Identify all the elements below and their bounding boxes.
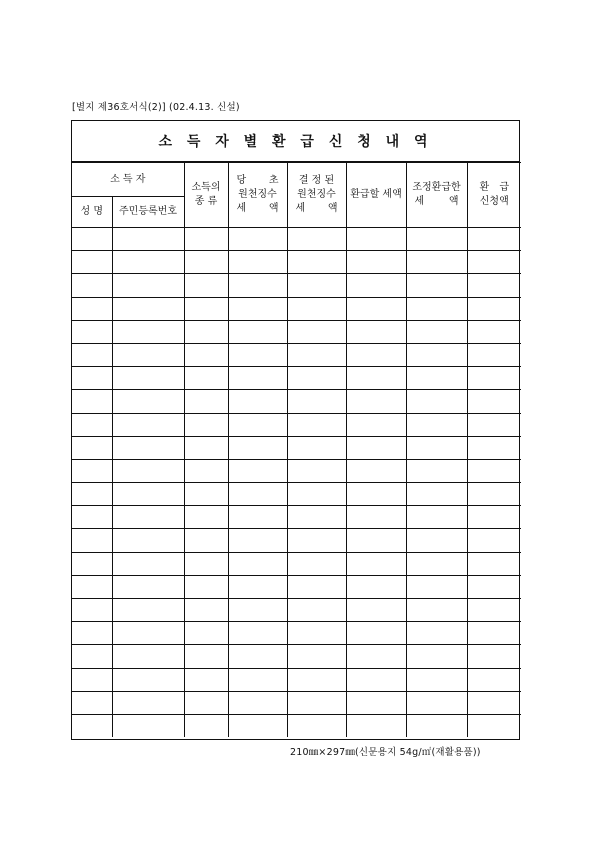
- entry-cell[interactable]: [112, 459, 184, 482]
- entry-cell[interactable]: [467, 483, 521, 506]
- entry-cell[interactable]: [112, 228, 184, 251]
- entry-cell[interactable]: [467, 297, 521, 320]
- entry-cell[interactable]: [72, 645, 112, 668]
- entry-cell[interactable]: [228, 575, 287, 598]
- entry-cell[interactable]: [287, 599, 346, 622]
- entry-cell[interactable]: [406, 622, 467, 645]
- entry-cell[interactable]: [184, 343, 228, 366]
- entry-cell[interactable]: [184, 691, 228, 714]
- entry-cell[interactable]: [112, 552, 184, 575]
- entry-cell[interactable]: [406, 714, 467, 737]
- entry-cell[interactable]: [406, 668, 467, 691]
- entry-cell[interactable]: [287, 506, 346, 529]
- entry-cell[interactable]: [346, 413, 406, 436]
- entry-cell[interactable]: [467, 691, 521, 714]
- entry-cell[interactable]: [346, 297, 406, 320]
- entry-cell[interactable]: [72, 552, 112, 575]
- entry-cell[interactable]: [72, 483, 112, 506]
- entry-cell[interactable]: [467, 251, 521, 274]
- entry-cell[interactable]: [287, 297, 346, 320]
- entry-cell[interactable]: [406, 575, 467, 598]
- entry-cell[interactable]: [287, 343, 346, 366]
- entry-cell[interactable]: [406, 599, 467, 622]
- entry-cell[interactable]: [287, 483, 346, 506]
- income-earner-header: 소 득 자: [72, 163, 184, 197]
- entry-cell[interactable]: [346, 552, 406, 575]
- table-row: [72, 691, 521, 714]
- entry-cell[interactable]: [112, 691, 184, 714]
- entry-cell[interactable]: [346, 251, 406, 274]
- entry-cell[interactable]: [346, 645, 406, 668]
- entry-cell[interactable]: [228, 622, 287, 645]
- table-row: [72, 529, 521, 552]
- entry-cell[interactable]: [467, 645, 521, 668]
- entry-cell[interactable]: [346, 529, 406, 552]
- table-row: [72, 367, 521, 390]
- entry-cell[interactable]: [112, 297, 184, 320]
- table-row: [72, 622, 521, 645]
- entry-cell[interactable]: [184, 622, 228, 645]
- entry-cell[interactable]: [346, 691, 406, 714]
- entry-cell[interactable]: [228, 483, 287, 506]
- entry-cell[interactable]: [72, 714, 112, 737]
- entry-cell[interactable]: [287, 622, 346, 645]
- table-row: [72, 714, 521, 737]
- entry-cell[interactable]: [112, 274, 184, 297]
- entry-cell[interactable]: [346, 390, 406, 413]
- entry-cell[interactable]: [184, 320, 228, 343]
- entry-cell[interactable]: [228, 691, 287, 714]
- entry-cell[interactable]: [228, 274, 287, 297]
- entry-cell[interactable]: [228, 436, 287, 459]
- entry-cell[interactable]: [467, 599, 521, 622]
- entry-cell[interactable]: [184, 367, 228, 390]
- entry-cell[interactable]: [467, 367, 521, 390]
- entry-cell[interactable]: [467, 459, 521, 482]
- income-type-header: 소득의 종 류: [184, 163, 228, 228]
- form-number-label: [별지 제36호서식(2)] (02.4.13. 신설): [72, 102, 240, 113]
- entry-cell[interactable]: [287, 367, 346, 390]
- entry-cell[interactable]: [406, 691, 467, 714]
- entry-cell[interactable]: [467, 390, 521, 413]
- table-row: [72, 575, 521, 598]
- entry-cell[interactable]: [406, 297, 467, 320]
- table-row: [72, 390, 521, 413]
- entry-cell[interactable]: [72, 390, 112, 413]
- entry-cell[interactable]: [184, 714, 228, 737]
- entry-cell[interactable]: [184, 575, 228, 598]
- entry-cell[interactable]: [406, 459, 467, 482]
- entry-cell[interactable]: [287, 529, 346, 552]
- entry-cell[interactable]: [406, 251, 467, 274]
- entry-cell[interactable]: [112, 367, 184, 390]
- initial-withholding-header: 당 초 원천징수 세 액: [228, 163, 287, 228]
- entry-cell[interactable]: [467, 274, 521, 297]
- form-title: 소 득 자 별 환 급 신 청 내 역: [72, 121, 519, 162]
- entry-cell[interactable]: [184, 599, 228, 622]
- decided-withholding-header: 결 정 된 원천징수 세 액: [287, 163, 346, 228]
- entry-cell[interactable]: [467, 668, 521, 691]
- entry-cell[interactable]: [112, 320, 184, 343]
- entry-cell[interactable]: [184, 436, 228, 459]
- entry-cell[interactable]: [406, 343, 467, 366]
- table-row: [72, 274, 521, 297]
- name-header: 성 명: [72, 197, 112, 228]
- table-row: [72, 552, 521, 575]
- entry-cell[interactable]: [72, 599, 112, 622]
- entry-cell[interactable]: [112, 506, 184, 529]
- entry-cell[interactable]: [228, 506, 287, 529]
- entry-cell[interactable]: [287, 552, 346, 575]
- table-row: [72, 320, 521, 343]
- refund-apply-header: 환 급 신청액: [467, 163, 521, 228]
- table-row: [72, 436, 521, 459]
- entry-cell[interactable]: [228, 714, 287, 737]
- entry-cell[interactable]: [228, 343, 287, 366]
- entry-cell[interactable]: [72, 343, 112, 366]
- entry-cell[interactable]: [406, 367, 467, 390]
- entry-cell[interactable]: [228, 459, 287, 482]
- entry-cell[interactable]: [406, 483, 467, 506]
- entry-cell[interactable]: [228, 413, 287, 436]
- entry-cell[interactable]: [228, 645, 287, 668]
- entry-cell[interactable]: [112, 714, 184, 737]
- table-row: [72, 599, 521, 622]
- refund-tax-header: 환급할 세액: [346, 163, 406, 228]
- refund-form: [71, 120, 520, 740]
- entry-cell[interactable]: [406, 320, 467, 343]
- entry-cell[interactable]: [287, 228, 346, 251]
- table-row: [72, 413, 521, 436]
- entry-cell[interactable]: [467, 506, 521, 529]
- entry-cell[interactable]: [346, 714, 406, 737]
- entry-cell[interactable]: [72, 529, 112, 552]
- adjusted-refund-header: 조정환급한 세 액: [406, 163, 467, 228]
- entry-cell[interactable]: [112, 390, 184, 413]
- table-row: [72, 483, 521, 506]
- entry-cell[interactable]: [112, 529, 184, 552]
- entry-cell[interactable]: [184, 413, 228, 436]
- entry-cell[interactable]: [287, 413, 346, 436]
- entry-cell[interactable]: [406, 228, 467, 251]
- entry-cell[interactable]: [184, 529, 228, 552]
- entry-cell[interactable]: [287, 320, 346, 343]
- entry-cell[interactable]: [467, 575, 521, 598]
- entry-cell[interactable]: [467, 714, 521, 737]
- entry-cell[interactable]: [228, 529, 287, 552]
- entry-cell[interactable]: [346, 622, 406, 645]
- entry-cell[interactable]: [287, 714, 346, 737]
- entry-cell[interactable]: [72, 459, 112, 482]
- entry-cell[interactable]: [467, 436, 521, 459]
- entry-cell[interactable]: [112, 622, 184, 645]
- entry-cell[interactable]: [228, 251, 287, 274]
- entry-cell[interactable]: [287, 251, 346, 274]
- entry-cell[interactable]: [287, 390, 346, 413]
- entry-cell[interactable]: [112, 575, 184, 598]
- entry-cell[interactable]: [346, 599, 406, 622]
- entry-cell[interactable]: [184, 552, 228, 575]
- entry-cell[interactable]: [406, 529, 467, 552]
- entry-cell[interactable]: [346, 459, 406, 482]
- entry-cell[interactable]: [346, 228, 406, 251]
- entry-cell[interactable]: [228, 297, 287, 320]
- entry-cell[interactable]: [346, 483, 406, 506]
- entry-cell[interactable]: [346, 367, 406, 390]
- entry-cell[interactable]: [287, 274, 346, 297]
- entry-cell[interactable]: [287, 691, 346, 714]
- table-row: [72, 668, 521, 691]
- entry-cell[interactable]: [228, 552, 287, 575]
- entry-cell[interactable]: [184, 668, 228, 691]
- entry-cell[interactable]: [406, 413, 467, 436]
- entry-cell[interactable]: [184, 297, 228, 320]
- entry-cell[interactable]: [72, 575, 112, 598]
- resident-number-header: 주민등록번호: [112, 197, 184, 228]
- entry-cell[interactable]: [184, 645, 228, 668]
- entry-cell[interactable]: [467, 320, 521, 343]
- entry-cell[interactable]: [72, 668, 112, 691]
- table-row: [72, 645, 521, 668]
- entry-cell[interactable]: [112, 436, 184, 459]
- refund-table: [72, 162, 521, 737]
- entry-cell[interactable]: [112, 483, 184, 506]
- entry-cell[interactable]: [346, 274, 406, 297]
- entry-cell[interactable]: [346, 575, 406, 598]
- entry-cell[interactable]: [467, 228, 521, 251]
- entry-cell[interactable]: [112, 599, 184, 622]
- table-row: [72, 251, 521, 274]
- entry-cell[interactable]: [184, 390, 228, 413]
- entry-cell[interactable]: [72, 413, 112, 436]
- entry-cell[interactable]: [346, 436, 406, 459]
- entry-cell[interactable]: [112, 343, 184, 366]
- entry-cell[interactable]: [228, 390, 287, 413]
- entry-cell[interactable]: [346, 506, 406, 529]
- entry-cell[interactable]: [228, 320, 287, 343]
- entry-cell[interactable]: [72, 251, 112, 274]
- entry-cell[interactable]: [184, 506, 228, 529]
- entry-cell[interactable]: [112, 668, 184, 691]
- table-row: [72, 228, 521, 251]
- entry-cell[interactable]: [287, 459, 346, 482]
- entry-cell[interactable]: [72, 436, 112, 459]
- entry-cell[interactable]: [287, 436, 346, 459]
- entry-cell[interactable]: [184, 483, 228, 506]
- entry-cell[interactable]: [346, 668, 406, 691]
- table-row: [72, 459, 521, 482]
- entry-cell[interactable]: [184, 459, 228, 482]
- entry-cell[interactable]: [184, 228, 228, 251]
- entry-cell[interactable]: [406, 390, 467, 413]
- entry-cell[interactable]: [72, 367, 112, 390]
- entry-cell[interactable]: [184, 251, 228, 274]
- entry-cell[interactable]: [406, 274, 467, 297]
- entry-cell[interactable]: [72, 274, 112, 297]
- entry-cell[interactable]: [228, 599, 287, 622]
- entry-cell[interactable]: [72, 228, 112, 251]
- entry-cell[interactable]: [406, 506, 467, 529]
- entry-cell[interactable]: [72, 622, 112, 645]
- entry-cell[interactable]: [467, 413, 521, 436]
- entry-cell[interactable]: [112, 251, 184, 274]
- entry-cell[interactable]: [287, 668, 346, 691]
- entry-cell[interactable]: [72, 506, 112, 529]
- table-row: [72, 506, 521, 529]
- entry-cell[interactable]: [228, 668, 287, 691]
- entry-cell[interactable]: [72, 297, 112, 320]
- entry-cell[interactable]: [467, 552, 521, 575]
- entry-cell[interactable]: [112, 645, 184, 668]
- entry-cell[interactable]: [287, 575, 346, 598]
- entry-cell[interactable]: [228, 367, 287, 390]
- entry-cell[interactable]: [406, 436, 467, 459]
- entry-cell[interactable]: [467, 529, 521, 552]
- entry-cell[interactable]: [346, 320, 406, 343]
- entry-cell[interactable]: [228, 228, 287, 251]
- entry-cell[interactable]: [406, 645, 467, 668]
- table-row: [72, 297, 521, 320]
- entry-cell[interactable]: [184, 274, 228, 297]
- entry-cell[interactable]: [467, 343, 521, 366]
- entry-cell[interactable]: [287, 645, 346, 668]
- paper-spec-footer: 210㎜×297㎜(신문용지 54g/㎡(재활용품)): [290, 747, 481, 758]
- entry-cell[interactable]: [467, 622, 521, 645]
- entry-cell[interactable]: [406, 552, 467, 575]
- entry-cell[interactable]: [72, 320, 112, 343]
- entry-cell[interactable]: [346, 343, 406, 366]
- entry-cell[interactable]: [112, 413, 184, 436]
- table-row: [72, 343, 521, 366]
- entry-cell[interactable]: [72, 691, 112, 714]
